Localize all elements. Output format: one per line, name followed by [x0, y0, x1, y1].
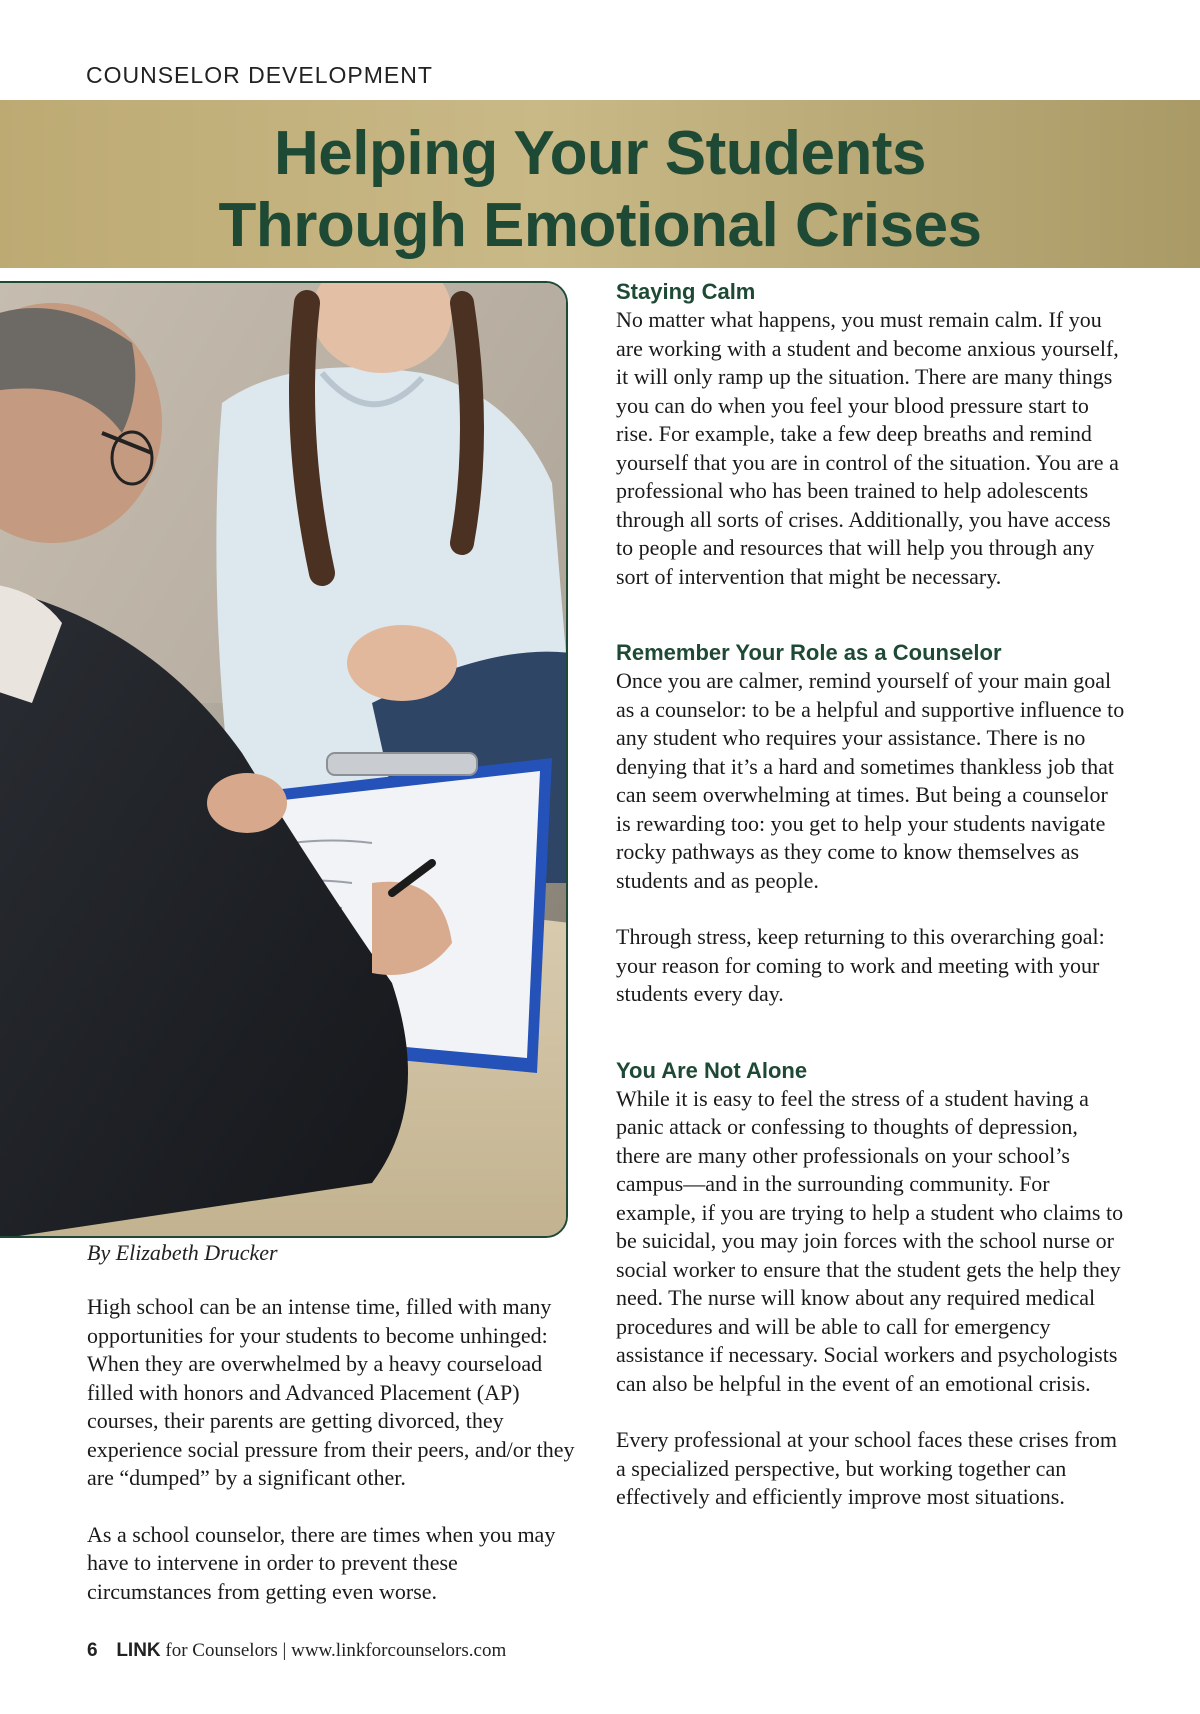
section-paragraph: No matter what happens, you must remain calm. If you are working with a student and become anxious yourself, it will only ramp up the situation. There are many things you can do when you feel your blood pressure start to rise. For example, take a few deep breaths and remind yourself that you are in control of the situation. You are a professional who has been trained to help adolescents through all sorts of crises. Additionally, you have access to people and resources that will help you through any sort of intervention that might be necessary. — [616, 307, 1119, 589]
intro-paragraph: High school can be an intense time, filled with many opportunities for your students to become unhinged: When they are overwhelmed by a heavy courseload filled with honors and Advanced Placement (AP) courses, their parents are getting divorced, they experience social pressure from their peers, and/or they are “dumped” by a significant other. — [87, 1294, 575, 1490]
sections-column — [616, 278, 1126, 1512]
page-footer — [87, 1640, 506, 1662]
section-staying-calm — [616, 278, 1126, 591]
section-label: COUNSELOR DEVELOPMENT — [86, 62, 433, 88]
section-heading: You Are Not Alone — [616, 1057, 808, 1083]
title-line-1: Helping Your Students — [273, 119, 926, 188]
section-heading: Staying Calm — [616, 279, 756, 304]
intro-column — [87, 1293, 587, 1606]
magazine-name: LINK — [116, 1640, 161, 1661]
magazine-url: for Counselors | www.linkforcounselors.com — [165, 1640, 507, 1661]
byline: By Elizabeth Drucker — [87, 1240, 278, 1265]
counseling-session-photo — [0, 281, 568, 1238]
section-remember-role — [616, 639, 1126, 1009]
section-not-alone — [616, 1057, 1126, 1512]
section-paragraph: While it is easy to feel the stress of a student having a panic attack or confessing to thoughts of depression, there are many other professionals on your school’s campus—and in the surrounding community. For example, if you are trying to help a student who claims to be suicidal, you may join forces with the school nurse or social worker to ensure that the student gets the help they need. The nurse will know about any required medical procedures and will be able to call for emergency assistance if necessary. Social workers and psychologists can also be helpful in the event of an emotional crisis. — [616, 1085, 1124, 1396]
section-paragraph: Every professional at your school faces these crises from a specialized perspective, but working together can effectively and efficiently improve most situations. — [616, 1427, 1117, 1509]
intro-paragraph: As a school counselor, there are times when you may have to intervene in order to prevent these circumstances from getting even worse. — [87, 1521, 556, 1604]
article-title — [0, 118, 1200, 262]
section-heading: Remember Your Role as a Counselor — [616, 640, 1002, 665]
section-paragraph: Through stress, keep returning to this overarching goal: your reason for coming to work and meeting with your students every day. — [616, 924, 1105, 1006]
section-paragraph: Once you are calmer, remind yourself of your main goal as a counselor: to be a helpful and supportive influence to any student who requires your assistance. There is no denying that it’s a hard and sometimes thankless job that can seem overwhelming at times. But being a counselor is rewarding too: you get to help your students navigate rocky pathways as they come to know themselves as students and as people. — [616, 668, 1125, 893]
page-number: 6 — [87, 1640, 98, 1661]
title-line-2: Through Emotional Crises — [218, 191, 982, 260]
